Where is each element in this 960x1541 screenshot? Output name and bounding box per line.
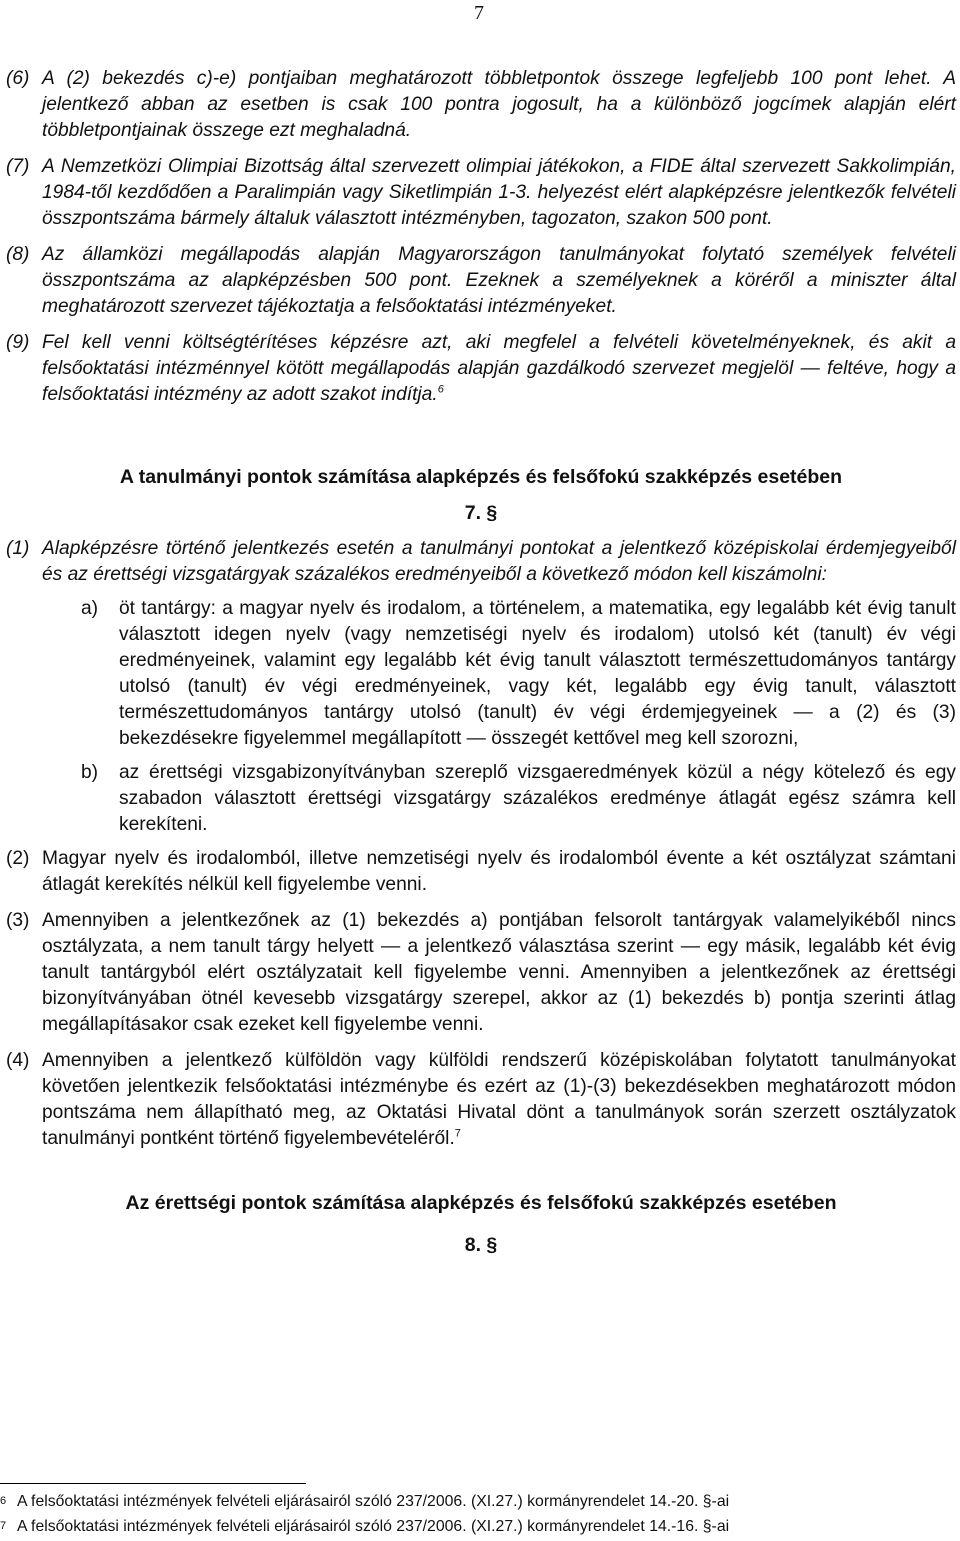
- page-number: 7: [474, 2, 484, 24]
- paragraph-text: Amennyiben a jelentkezőnek az (1) bekezdés a) pontjában felsorolt tantárgyak valamelyikéből nincs osztályzata, a nem tanult tárgy helyett — a jelentkező választása szerint — egy másik, legalább két évig tanult tantárgyból elért osztályzatait kell figyelembe venni. Amennyiben a jelentkezőnek az érettségi bizonyítványában ötnél kevesebb vizsgatárgy szerepel, akkor az (1) bekezdés b) pontja szerinti átlag megállapításakor csak ezeket kell figyelembe venni.: [42, 910, 956, 1035]
- s7-paragraph-3: [6, 908, 956, 1038]
- s7-paragraph-1: [6, 536, 956, 588]
- paragraph-number: (3): [6, 910, 30, 931]
- footnote-6: [0, 1489, 950, 1514]
- section-number-7: 7. §: [464, 502, 498, 524]
- footnote-divider: [0, 1483, 306, 1484]
- paragraph-text: Az államközi megállapodás alapján Magyarországon tanulmányokat folytató személyek felvételi összpontszáma az alapképzésben 500 pont. Ezeknek a személyeknek a köréről a miniszter által meghatározott szervezet tájékoztatja a felsőoktatási intézményeket.: [42, 244, 956, 317]
- paragraph-9: [6, 330, 956, 408]
- paragraph-number: (8): [6, 244, 30, 265]
- paragraph-7: [6, 154, 956, 232]
- section-number-8: 8. §: [464, 1234, 498, 1256]
- paragraph-number: (4): [6, 1050, 30, 1071]
- section-heading-tanulmanyi-pontok: A tanulmányi pontok számítása alapképzés és felsőfokú szakképzés esetében: [119, 466, 843, 488]
- paragraph-text-body: Fel kell venni költségtérítéses képzésre azt, aki megfelel a felvételi követelményeknek, és akit a felsőoktatási intézménnyel kötött megállapodás alapján gazdálkodó szervezet megjelöl — feltéve, hogy a felsőoktatási intézmény az adott szakot indítja.: [42, 332, 956, 405]
- paragraph-8: [6, 242, 956, 320]
- s7-paragraph-2: [6, 846, 956, 898]
- paragraph-number: (9): [6, 332, 30, 353]
- paragraph-text: A (2) bekezdés c)-e) pontjaiban meghatározott többletpontok összege legfeljebb 100 pont lehet. A jelentkező abban az esetben is csak 100 pontra jogosult, ha a különböző jogcímek alapján elért többletpontjainak összege ezt meghaladná.: [42, 68, 956, 141]
- point-label: a): [81, 598, 99, 619]
- paragraph-number: (1): [6, 538, 30, 559]
- paragraph-number: (7): [6, 156, 30, 177]
- paragraph-text: [42, 330, 956, 408]
- paragraph-text: [42, 1048, 956, 1152]
- point-text: öt tantárgy: a magyar nyelv és irodalom, a történelem, a matematika, egy legalább két évig tanult választott idegen nyelv (vagy nemzetiségi nyelv és irodalom) utolsó két (tanult) év végi eredményeinek, valamint egy legalább két évig tanult választott természettudományos tantárgy utolsó (tanult) év végi eredményeinek, vagy két, legalább egy évig tanult, választott természettudományos tantárgy utolsó (tanult) év végi érdemjegyeinek — a (2) és (3) bekezdésekre figyelemmel megállapított — összegét kettővel meg kell szorozni,: [119, 598, 956, 749]
- paragraph-6: [6, 66, 956, 144]
- point-label: b): [81, 762, 99, 783]
- paragraph-text: Magyar nyelv és irodalomból, illetve nemzetiségi nyelv és irodalomból évente a két osztályzat számtani átlagát kerekítés nélkül kell figyelembe venni.: [42, 848, 956, 895]
- footnote-ref-6[interactable]: 6: [437, 383, 444, 396]
- footnote-number: 7: [0, 1520, 7, 1532]
- paragraph-text-body: Amennyiben a jelentkező külföldön vagy külföldi rendszerű középiskolában folytatott tanulmányokat követően jelentkezik felsőoktatási intézménybe és ezért az (1)-(3) bekezdésekben meghatározott módon pontszáma nem állapítható meg, az Oktatási Hivatal dönt a tanulmányok során szerzett osztályzatok tanulmányi pontként történő figyelembevételéről.: [42, 1050, 956, 1149]
- s7-paragraph-1-point-a: [81, 596, 956, 752]
- s7-paragraph-1-point-b: [81, 760, 956, 838]
- paragraph-number: (6): [6, 68, 30, 89]
- s7-paragraph-4: [6, 1048, 956, 1152]
- paragraph-number: (2): [6, 848, 30, 869]
- document-body: [6, 66, 956, 1258]
- point-text: az érettségi vizsgabizonyítványban szereplő vizsgaeredmények közül a négy kötelező és egy szabadon választott érettségi vizsgatárgy százalékos eredménye átlagát egész számra kell kerekíteni.: [119, 762, 956, 835]
- section-heading-erettsegi-pontok: Az érettségi pontok számítása alapképzés és felsőfokú szakképzés esetében: [125, 1192, 837, 1214]
- footnote-ref-7[interactable]: 7: [454, 1127, 461, 1140]
- footnote-text: A felsőoktatási intézmények felvételi eljárásairól szóló 237/2006. (XI.27.) kormányrendelet 14.-20. §-ai: [17, 1493, 730, 1510]
- footnotes: [0, 1489, 950, 1539]
- footnote-7: [0, 1514, 950, 1539]
- footnote-text: A felsőoktatási intézmények felvételi eljárásairól szóló 237/2006. (XI.27.) kormányrendelet 14.-16. §-ai: [17, 1518, 730, 1535]
- paragraph-text: Alapképzésre történő jelentkezés esetén a tanulmányi pontokat a jelentkező középiskolai érdemjegyeiből és az érettségi vizsgatárgyak százalékos eredményeiből a következő módon kell kiszámolni:: [42, 538, 956, 585]
- paragraph-text: A Nemzetközi Olimpiai Bizottság által szervezett olimpiai játékokon, a FIDE által szervezett Sakkolimpián, 1984-től kezdődően a Paralimpián vagy Siketlimpián 1-3. helyezést elért alapképzésre jelentkezők felvételi összpontszáma bármely általuk választott intézményben, tagozaton, szakon 500 pont.: [42, 156, 956, 229]
- footnote-number: 6: [0, 1495, 7, 1507]
